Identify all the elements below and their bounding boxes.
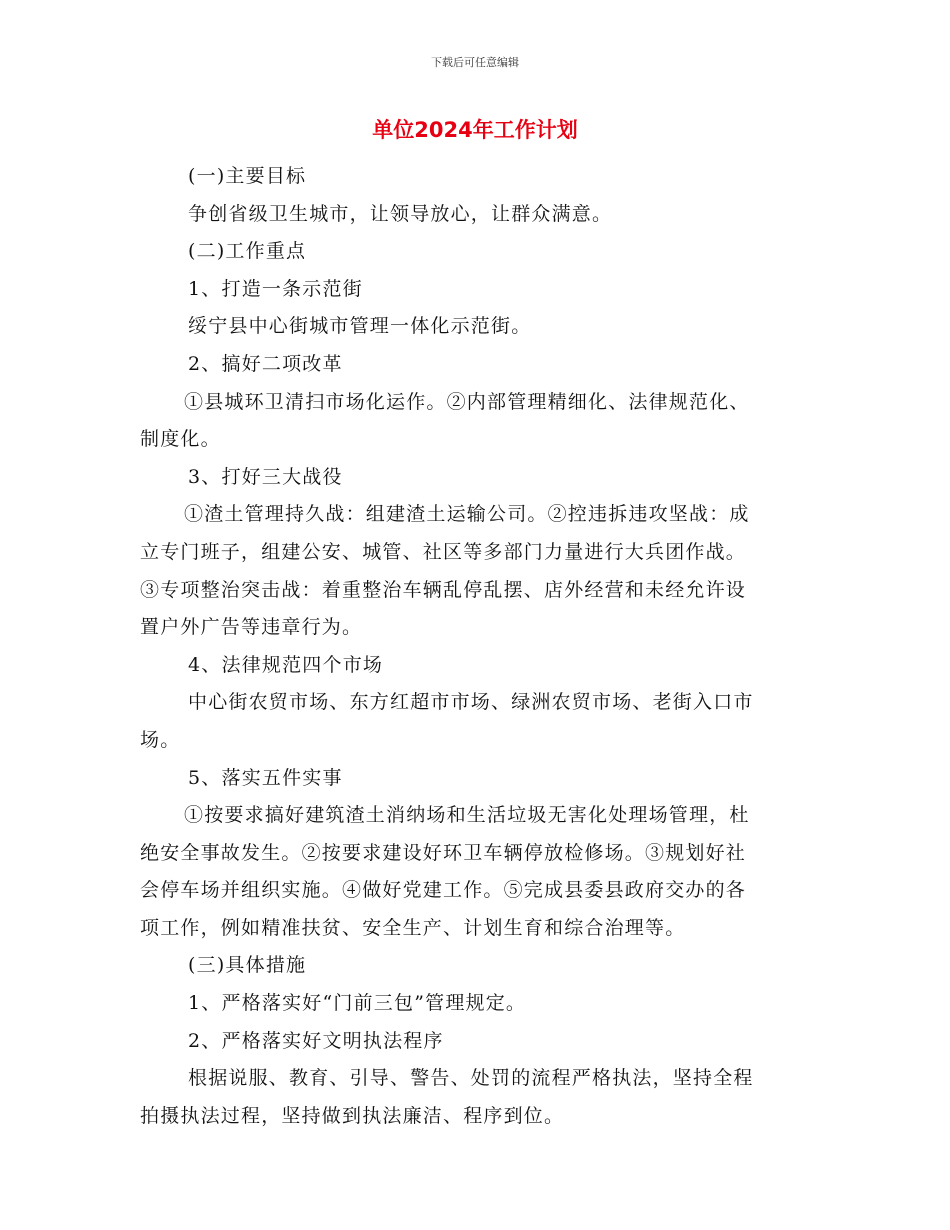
- document-title: 单位2024年工作计划: [372, 118, 578, 142]
- section-heading-measures: (三)具体措施: [188, 954, 307, 977]
- paragraph-line: 置户外广告等违章行为。: [140, 616, 363, 639]
- paragraph-line: ①渣土管理持久战：组建渣土运输公司。②控违拆违攻坚战：成: [184, 503, 750, 526]
- document-body: [140, 158, 805, 1135]
- paragraph-line: 绥宁县中心街城市管理一体化示范街。: [188, 315, 532, 338]
- item-heading-measure-1: 1、严格落实好“门前三包”管理规定。: [188, 992, 527, 1015]
- paragraph-line: 场。: [140, 728, 181, 751]
- item-heading-measure-2: 2、严格落实好文明执法程序: [188, 1029, 444, 1052]
- item-heading-2: 2、搞好二项改革: [188, 352, 343, 375]
- paragraph-line: 会停车场并组织实施。④做好党建工作。⑤完成县委县政府交办的各: [140, 879, 747, 902]
- section-heading-priorities: (二)工作重点: [188, 240, 307, 263]
- paragraph-line: 绝安全事故发生。②按要求建设好环卫车辆停放检修场。③规划好社: [140, 841, 747, 864]
- section-heading-goals: (一)主要目标: [188, 165, 307, 187]
- paragraph-line: ①按要求搞好建筑渣土消纳场和生活垃圾无害化处理场管理，杜: [184, 804, 750, 827]
- paragraph-line: ①县城环卫清扫市场化运作。②内部管理精细化、法律规范化、: [184, 390, 750, 413]
- paragraph-line: 制度化。: [140, 428, 221, 451]
- paragraph-line: 中心街农贸市场、东方红超市市场、绿洲农贸市场、老街入口市: [188, 691, 754, 714]
- item-heading-3: 3、打好三大战役: [188, 465, 343, 488]
- item-heading-4: 4、法律规范四个市场: [188, 653, 384, 676]
- header-note: 下载后可任意编辑: [431, 56, 519, 69]
- paragraph-line: 根据说服、教育、引导、警告、处罚的流程严格执法，坚持全程: [188, 1067, 754, 1090]
- item-heading-1: 1、打造一条示范街: [188, 277, 363, 300]
- paragraph-line: 立专门班子，组建公安、城管、社区等多部门力量进行大兵团作战。: [140, 540, 747, 563]
- paragraph-line: 拍摄执法过程，坚持做到执法廉洁、程序到位。: [140, 1104, 565, 1127]
- paragraph-line: ③专项整治突击战：着重整治车辆乱停乱摆、店外经营和未经允许设: [140, 578, 747, 601]
- item-heading-5: 5、落实五件实事: [188, 766, 343, 789]
- paragraph-line: 争创省级卫生城市，让领导放心，让群众满意。: [188, 202, 613, 225]
- paragraph-line: 项工作，例如精准扶贫、安全生产、计划生育和综合治理等。: [140, 916, 686, 939]
